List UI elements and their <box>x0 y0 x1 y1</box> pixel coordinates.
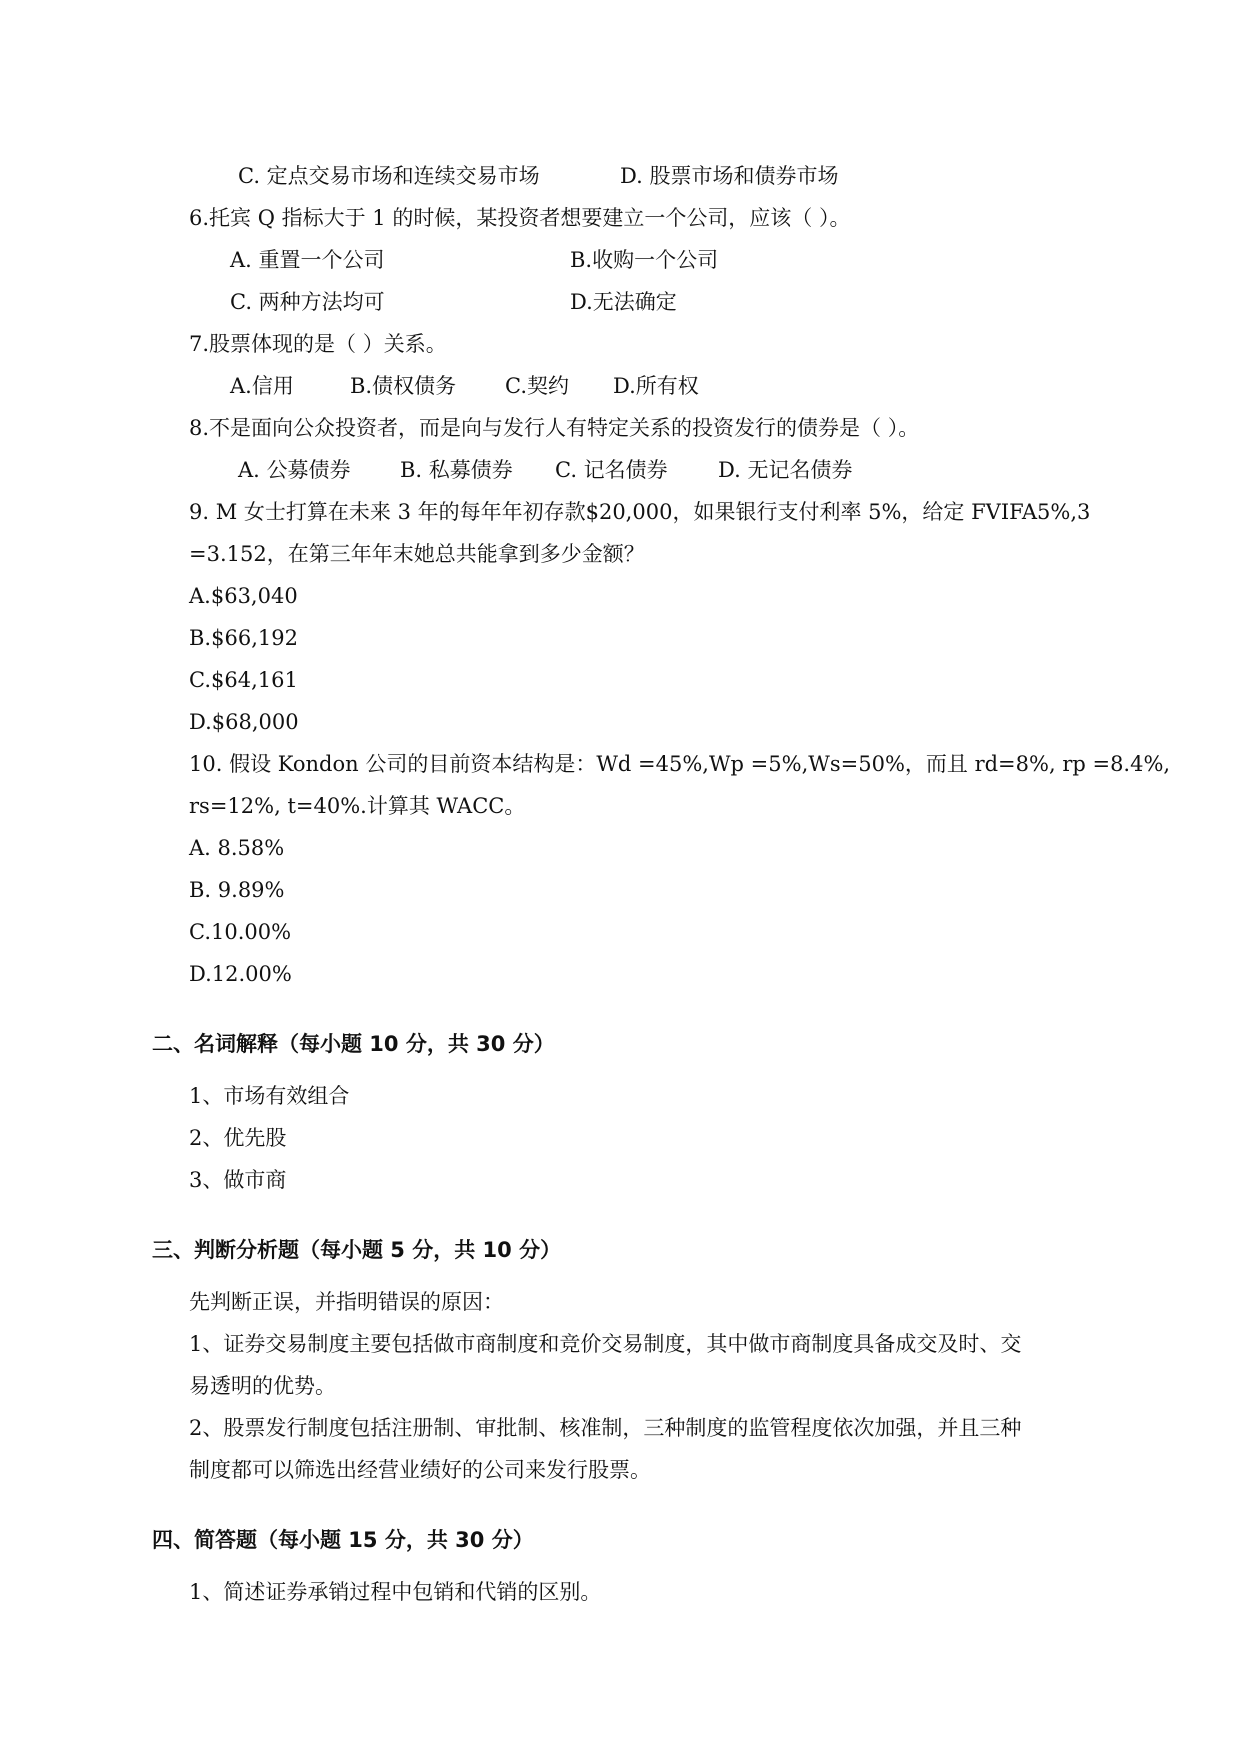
q6-option-c: C. 两种方法均可 <box>230 290 385 314</box>
section3-item2-line1: 2、股票发行制度包括注册制、审批制、核准制，三种制度的监管程度依次加强，并且三种 <box>189 1416 1022 1440</box>
q7-option-a: A.信用 <box>230 374 294 398</box>
q8-option-c: C. 记名债券 <box>555 458 668 482</box>
q6-stem: 6.托宾 Q 指标大于 1 的时候，某投资者想要建立一个公司，应该（ ）。 <box>189 206 851 230</box>
q9-option-b: B.$66,192 <box>189 626 298 650</box>
q9-stem-line1: 9. M 女士打算在未来 3 年的每年年初存款$20,000，如果银行支付利率 5%，给定 FVIFA5%,3 <box>189 500 1091 524</box>
q6-option-b: B.收购一个公司 <box>570 248 719 272</box>
section3-item2-line2: 制度都可以筛选出经营业绩好的公司来发行股票。 <box>189 1458 651 1482</box>
q10-option-a: A. 8.58% <box>189 836 285 860</box>
q9-option-d: D.$68,000 <box>189 710 299 734</box>
section2-item-2: 2、优先股 <box>189 1126 287 1150</box>
q5-option-c: C. 定点交易市场和连续交易市场 <box>238 164 540 188</box>
q10-stem-line2: rs=12%, t=40%.计算其 WACC。 <box>189 794 526 818</box>
section3-intro: 先判断正误，并指明错误的原因： <box>189 1290 504 1314</box>
q7-option-d: D.所有权 <box>613 374 699 398</box>
q8-option-a: A. 公募债券 <box>238 458 351 482</box>
section3-item1-line1: 1、证券交易制度主要包括做市商制度和竞价交易制度，其中做市商制度具备成交及时、交 <box>189 1332 1022 1356</box>
q8-option-d: D. 无记名债券 <box>718 458 853 482</box>
q9-stem-line2: =3.152，在第三年年末她总共能拿到多少金额？ <box>189 542 645 566</box>
section2-item-3: 3、做市商 <box>189 1168 287 1192</box>
section2-heading: 二、名词解释（每小题 10 分，共 30 分） <box>152 1032 555 1056</box>
q7-option-b: B.债权债务 <box>350 374 457 398</box>
q6-option-d: D.无法确定 <box>570 290 677 314</box>
section2-item-1: 1、市场有效组合 <box>189 1084 350 1108</box>
q7-stem: 7.股票体现的是（ ）关系。 <box>189 332 447 356</box>
q9-option-c: C.$64,161 <box>189 668 298 692</box>
q8-option-b: B. 私募债券 <box>400 458 513 482</box>
q5-option-d: D. 股票市场和债券市场 <box>620 164 839 188</box>
q10-option-b: B. 9.89% <box>189 878 285 902</box>
q10-option-c: C.10.00% <box>189 920 292 944</box>
section3-item1-line2: 易透明的优势。 <box>189 1374 336 1398</box>
q6-option-a: A. 重置一个公司 <box>230 248 385 272</box>
q10-option-d: D.12.00% <box>189 962 292 986</box>
q7-option-c: C.契约 <box>505 374 569 398</box>
section3-heading: 三、判断分析题（每小题 5 分，共 10 分） <box>152 1238 562 1262</box>
q10-stem-line1: 10. 假设 Kondon 公司的目前资本结构是：Wd =45%,Wp =5%,Ws=50%，而且 rd=8%, rp =8.4%, <box>189 752 1171 776</box>
q9-option-a: A.$63,040 <box>189 584 298 608</box>
q8-stem: 8.不是面向公众投资者，而是向与发行人有特定关系的投资发行的债券是（ ）。 <box>189 416 920 440</box>
section4-heading: 四、简答题（每小题 15 分，共 30 分） <box>152 1528 534 1552</box>
section4-item-1: 1、简述证券承销过程中包销和代销的区别。 <box>189 1580 602 1604</box>
